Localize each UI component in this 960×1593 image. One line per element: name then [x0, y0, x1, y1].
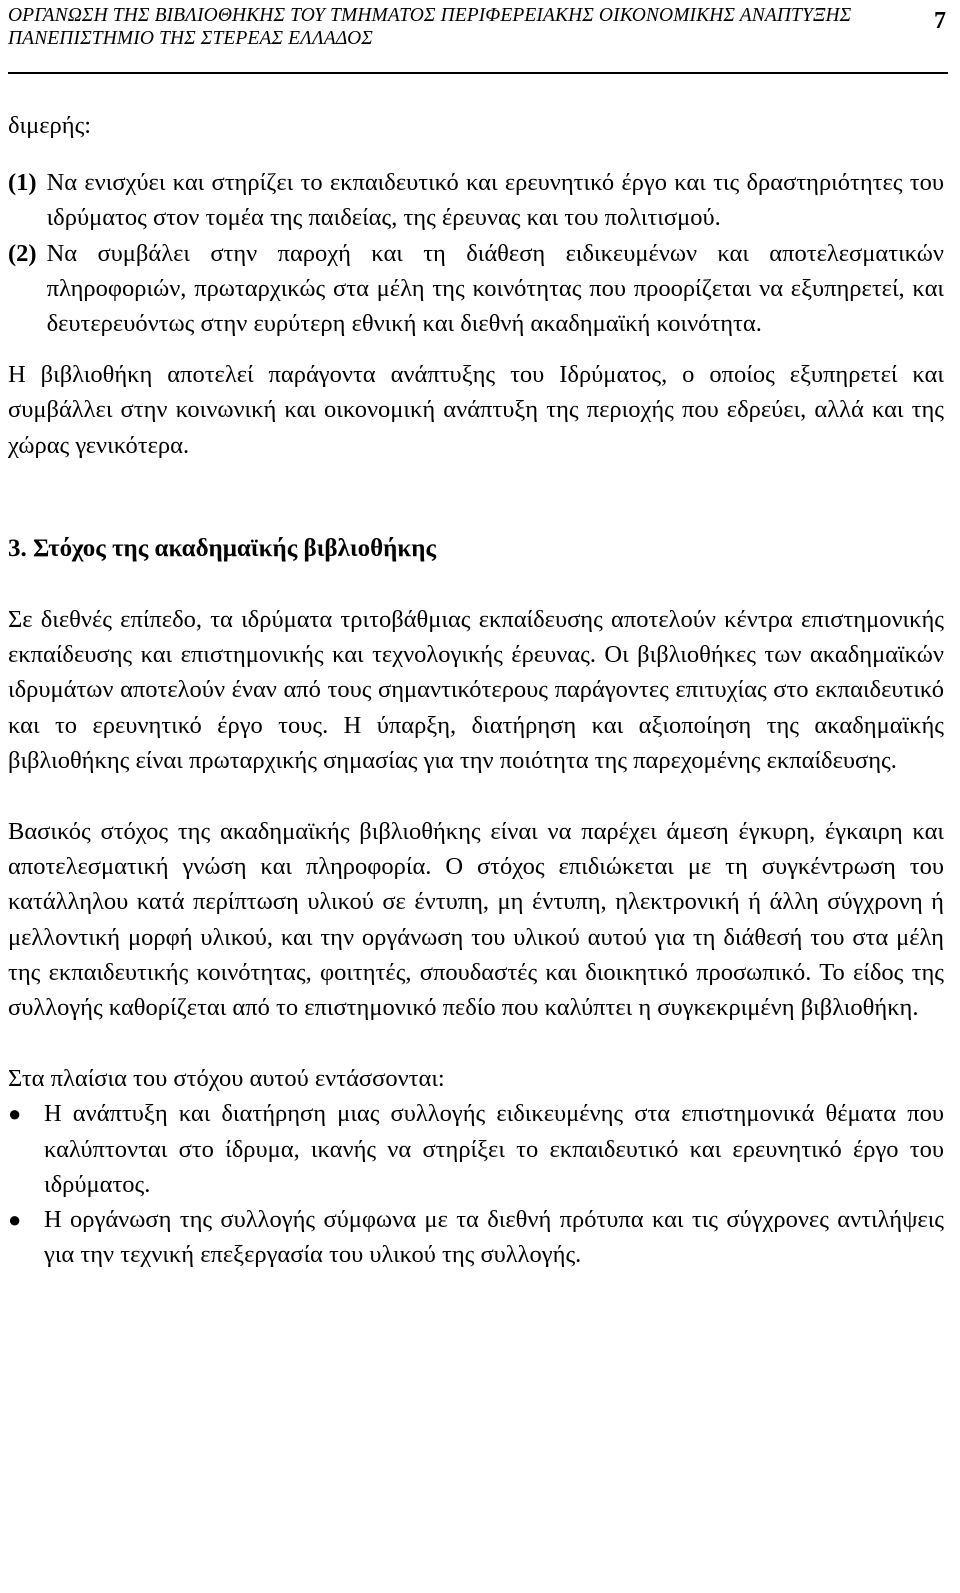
- page-header: [8, 2, 948, 74]
- section-heading: 3. Στόχος της ακαδημαϊκής βιβλιοθήκης: [8, 534, 436, 562]
- numbered-item-1: [8, 165, 944, 235]
- header-line-1: ΟΡΓΑΝΩΣΗ ΤΗΣ ΒΙΒΛΙΟΘΗΚΗΣ ΤΟΥ ΤΜΗΜΑΤΟΣ ΠΕΡΙΦΕΡΕΙΑΚΗΣ ΟΙΚΟΝΟΜΙΚΗΣ ΑΝΑΠΤΥΞΗΣ: [8, 5, 852, 26]
- bullet-item-1: [8, 1096, 944, 1202]
- paragraph-international-level: Σε διεθνές επίπεδο, τα ιδρύματα τριτοβάθμιας εκπαίδευσης αποτελούν κέντρα επιστημονικής εκπαίδευσης και επιστημονικής και τεχνολογικής έρευνας. Οι βιβλιοθήκες των ακαδημαϊκών ιδρυμάτων αποτελούν έναν από τους σημαντικότερους παράγοντες επιτυχίας στο εκπαιδευτικό και το ερευνητικό έργο τους. Η ύπαρξη, διατήρηση και αξιοποίηση της ακαδημαϊκής βιβλιοθήκης είναι πρωταρχικής σημασίας για την ποιότητα της παρεχομένης εκπαίδευσης.: [8, 606, 944, 774]
- item-text: Να συμβάλει στην παροχή και τη διάθεση ειδικευμένων και αποτελεσματικών πληροφοριών, πρωταρχικώς στα μέλη της κοινότητας που προορίζεται να εξυπηρετεί, και δευτερευόντως στην ευρύτερη εθνική και διεθνή ακαδημαϊκή κοινότητα.: [46, 239, 944, 338]
- paragraph-basic-goal: Βασικός στόχος της ακαδημαϊκής βιβλιοθήκης είναι να παρέχει άμεση έγκυρη, έγκαιρη και αποτελεσματική γνώση και πληροφορία. Ο στόχος επιδιώκεται με τη συγκέντρωση του κατάλληλου κατά περίπτωση υλικού σε έντυπη, μη έντυπη, ηλεκτρονική ή άλλη σύγχρονη ή μελλοντική μορφή υλικού, και την οργάνωση του υλικού αυτού για τη διάθεσή του στα μέλη της εκπαιδευτικής κοινότητας, φοιτητές, σπουδαστές και διοικητικό προσωπικό. Το είδος της συλλογής καθορίζεται από το επιστημονικό πεδίο που καλύπτει η συγκεκριμένη βιβλιοθήκη.: [8, 818, 944, 1022]
- paragraph-library-development: Η βιβλιοθήκη αποτελεί παράγοντα ανάπτυξης του Ιδρύματος, ο οποίος εξυπηρετεί και συμβάλλει στην κοινωνική και οικονομική ανάπτυξη της περιοχής που εδρεύει, αλλά και της χώρας γενικότερα.: [8, 361, 944, 459]
- numbered-item-2: [8, 236, 944, 342]
- bullet-text: Η οργάνωση της συλλογής σύμφωνα με τα διεθνή πρότυπα και τις σύγχρονες αντιλήψεις για την τεχνική επεξεργασία του υλικού της συλλογής.: [44, 1206, 944, 1269]
- list-intro: Στα πλαίσια του στόχου αυτού εντάσσονται:: [8, 1065, 445, 1093]
- bullet-text: Η ανάπτυξη και διατήρηση μιας συλλογής ειδικευμένης στα επιστημονικά θέματα που καλύπτονται στο ίδρυμα, ικανής να στηρίξει το εκπαιδευτικό και ερευνητικό έργο του ιδρύματος.: [44, 1100, 944, 1198]
- bullet-icon: ●: [8, 1207, 22, 1233]
- item-number: (1): [8, 169, 37, 197]
- item-number: (2): [8, 239, 37, 267]
- item-text: Να ενισχύει και στηρίζει το εκπαιδευτικό και ερευνητικό έργο και τις δραστηριότητες του ιδρύματος στον τομέα της παιδείας, της έρευνας και του πολιτισμού.: [46, 169, 944, 232]
- intro-text: διμερής:: [8, 112, 92, 139]
- header-divider: [8, 72, 948, 74]
- running-header: [8, 4, 851, 50]
- page-body: [8, 108, 944, 1272]
- header-line-2: ΠΑΝΕΠΙΣΤΗΜΙΟ ΤΗΣ ΣΤΕΡΕΑΣ ΕΛΛΑΔΟΣ: [8, 28, 373, 49]
- page-number: 7: [934, 8, 946, 34]
- bullet-icon: ●: [8, 1101, 22, 1127]
- bullet-item-2: [8, 1202, 944, 1272]
